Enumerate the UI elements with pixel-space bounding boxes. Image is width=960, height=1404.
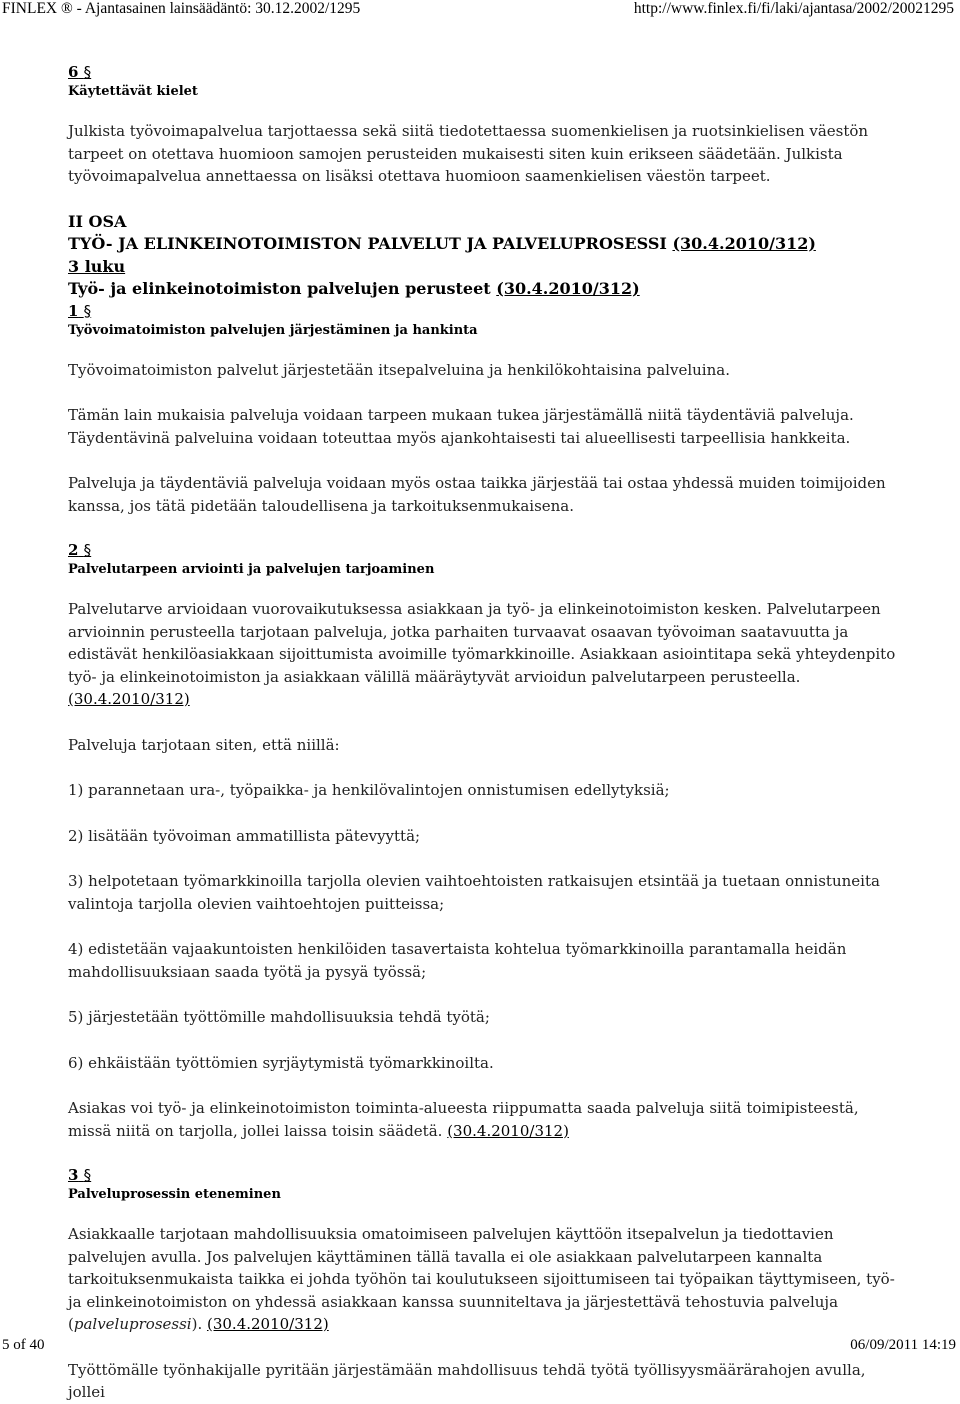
section-3-number	[68, 1165, 898, 1185]
section-1-paragraph-1: Työvoimatoimiston palvelut järjestetään itsepalveluina ja henkilökohtaisina palveluina.	[68, 360, 730, 379]
chapter-link[interactable]: 3 luku	[68, 256, 126, 276]
italic-term: palveluprosessi	[73, 1315, 192, 1333]
section-2-number	[68, 540, 898, 560]
part-label: II OSA	[68, 211, 127, 231]
section-1-number	[68, 301, 898, 321]
section-2-paragraph-1: Palvelutarve arvioidaan vuorovaikutuksessa asiakkaan ja työ- ja elinkeinotoimiston kesken. Palvelutarpeen arvioinnin perusteella tarjotaan palveluja, jotka parhaiten turvaavat osaavan työvoiman saatavuutta ja edistävät henkilöasiakkaan sijoittumista avoimille työmarkkinoille. Asiakkaan asiointitapa sekä yhteydenpito työ- ja elinkeinotoimiston ja asiakkaan välillä määräytyvät arvioidun palvelutarpeen perusteella. (30.4.2010/312)	[68, 600, 896, 708]
section-1-paragraph-3: Palveluja ja täydentäviä palveluja voidaan myös ostaa taikka järjestää tai ostaa yhdessä muiden toimijoiden kanssa, jos tätä pidetään taloudellisena ja tarkoituksenmukaisena.	[68, 474, 886, 515]
list-item-5: 5) järjestetään työttömille mahdollisuuksia tehdä työtä;	[68, 1008, 490, 1026]
section-2-title: Palvelutarpeen arviointi ja palvelujen tarjoaminen	[68, 562, 435, 577]
section-2-amendment-link[interactable]: (30.4.2010/312)	[68, 690, 190, 708]
chapter-title: Työ- ja elinkeinotoimiston palvelujen perusteet (30.4.2010/312)	[68, 279, 640, 298]
document-body	[68, 62, 898, 1401]
section-3-title: Palveluprosessin eteneminen	[68, 1187, 281, 1202]
header-url: http://www.finlex.fi/fi/laki/ajantasa/2002/20021295	[633, 0, 954, 17]
section-2-paragraph-3: Asiakas voi työ- ja elinkeinotoimiston toiminta-alueesta riippumatta saada palveluja siitä toimipisteestä, missä niitä on tarjolla, jollei laissa toisin säädetä. (30.4.2010/312)	[68, 1099, 859, 1140]
section-6-number	[68, 62, 898, 82]
list-item-1: 1) parannetaan ura-, työpaikka- ja henkilövalintojen onnistumisen edellytyksiä;	[68, 781, 670, 799]
list-item-4: 4) edistetään vajaakuntoisten henkilöiden tasavertaista kohtelua työmarkkinoilla parantamalla heidän mahdollisuuksiaan saada työtä ja pysyä työssä;	[68, 940, 847, 981]
section-2-paragraph-2: Palveluja tarjotaan siten, että niillä:	[68, 735, 340, 754]
section-1-title: Työvoimatoimiston palvelujen järjestäminen ja hankinta	[68, 322, 478, 338]
section-1-paragraph-2: Tämän lain mukaisia palveluja voidaan tarpeen mukaan tukea järjestämällä niitä täydentäviä palveluja. Täydentävinä palveluina voidaan toteuttaa myös ajankohtaisesti tai alueellisesti tarpeellisia hankkeita.	[68, 406, 854, 447]
list-item-6: 6) ehkäistään työttömien syrjäytymistä työmarkkinoilta.	[68, 1053, 494, 1072]
section-3-link[interactable]: 3 §	[68, 1166, 92, 1184]
section-6-title: Käytettävät kielet	[68, 84, 198, 99]
section-6-paragraph: Julkista työvoimapalvelua tarjottaessa sekä siitä tiedotettaessa suomenkielisen ja ruotsinkielisen väestön tarpeet on otettava huomioon samojen perusteiden mukaisesti siten kuin erikseen säädetään. Julkista työvoimapalvelua annettaessa on lisäksi otettava huomioon saamenkielisen väestön tarpeet.	[68, 122, 869, 185]
section-3-paragraph-2: Työttömälle työnhakijalle pyritään järjestämään mahdollisuus tehdä työtä työllisyysmäärärahojen avulla, jollei	[68, 1360, 866, 1401]
chapter-amendment-link[interactable]: (30.4.2010/312)	[496, 279, 640, 298]
list-item-2: 2) lisätään työvoiman ammatillista pätevyyttä;	[68, 826, 421, 845]
print-footer	[0, 1335, 960, 1357]
print-header	[0, 0, 960, 20]
page-number: 5 of 40	[2, 1337, 45, 1353]
section-2-amendment-link-2[interactable]: (30.4.2010/312)	[447, 1121, 569, 1140]
section-3-paragraph-1: Asiakkaalle tarjotaan mahdollisuuksia omatoimiseen palvelujen käyttöön itsepalvelun ja tiedottavien palvelujen avulla. Jos palvelujen käyttäminen tällä tavalla ei ole asiakkaan palvelutarpeen kannalta tarkoituksenmukaista taikka ei johda työhön tai koulutukseen sijoittumiseen tai työpaikan täyttymiseen, työ- ja elinkeinotoimiston on yhdessä asiakkaan kanssa suunniteltava ja järjestettävä tehostuvia palveluja (palveluprosessi). (30.4.2010/312)	[68, 1225, 895, 1333]
section-6-link[interactable]: 6 §	[68, 63, 92, 81]
chapter-label	[68, 256, 898, 279]
list-item-3: 3) helpotetaan työmarkkinoilla tarjolla olevien vaihtoehtoisten ratkaisujen etsintää ja tuetaan onnistuneita valintoja tarjolla olevien vaihtoehtojen puitteissa;	[68, 872, 880, 913]
section-2-link[interactable]: 2 §	[68, 541, 92, 559]
section-1-link[interactable]: 1 §	[68, 301, 92, 320]
part-title: TYÖ- JA ELINKEINOTOIMISTON PALVELUT JA PALVELUPROSESSI (30.4.2010/312)	[68, 234, 816, 253]
header-title: FINLEX ® - Ajantasainen lainsäädäntö: 30.12.2002/1295	[2, 0, 361, 17]
print-datetime: 06/09/2011 14:19	[850, 1337, 956, 1353]
section-3-amendment-link[interactable]: (30.4.2010/312)	[206, 1315, 329, 1333]
part-amendment-link[interactable]: (30.4.2010/312)	[672, 234, 816, 253]
